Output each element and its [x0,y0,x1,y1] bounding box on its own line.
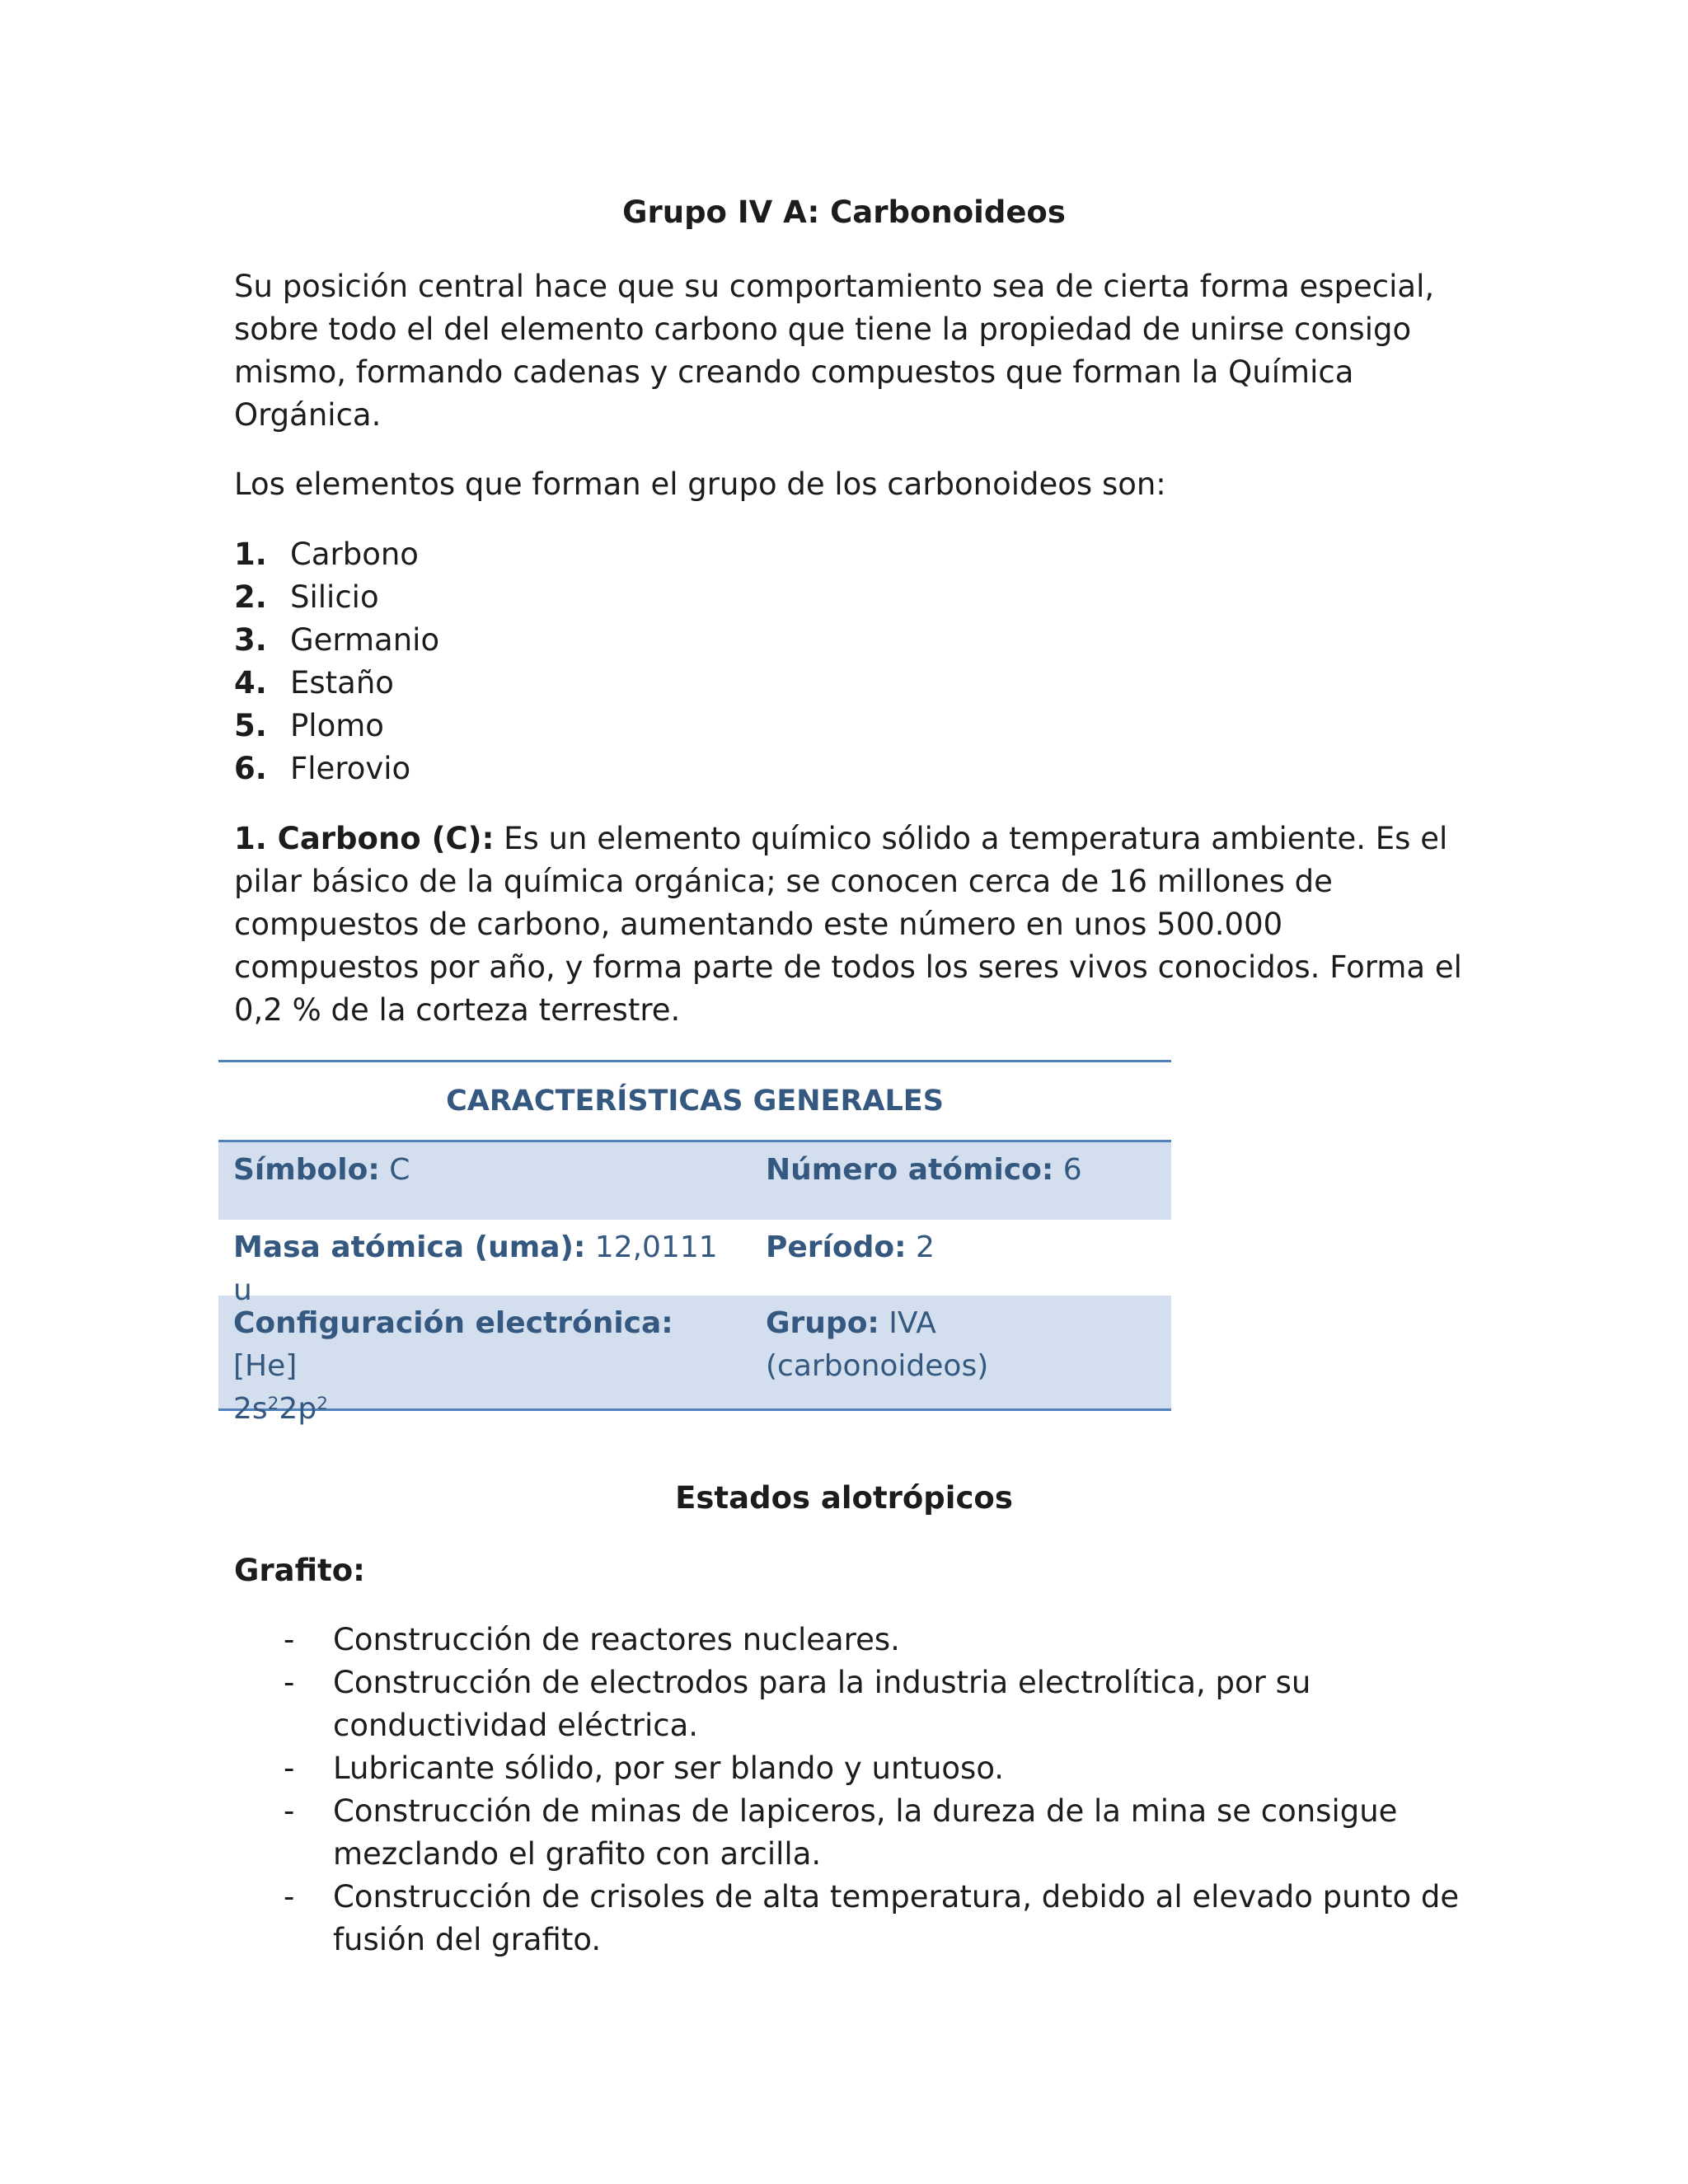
list-number: 5. [234,707,267,743]
list-text: Plomo [290,707,384,743]
bullet-dash: - [284,1879,295,1915]
table-row [218,1220,1171,1307]
list-intro: Los elementos que forman el grupo de los carbonoideos son: [234,466,1166,502]
bullet-dash: - [284,1622,295,1657]
list-item: - Construcción de reactores nucleares. [234,1619,1487,1661]
list-item: - Construcción de electrodos para la industria electrolítica, por su conductividad eléctrica. [234,1661,1487,1747]
bullet-dash: - [284,1665,295,1700]
list-text: Germanio [290,621,440,658]
list-item [234,704,1223,747]
carbono-paragraph [234,818,1470,1032]
page-title: Grupo IV A: Carbonoideos [622,194,1066,230]
grafito-heading: Grafito: [234,1553,365,1588]
list-item [234,747,1223,790]
bullet-dash: - [284,1750,295,1786]
table-cell: Grupo: IVA (carbonoideos) [766,1306,989,1383]
list-item: - Construcción de minas de lapiceros, la dureza de la mina se consigue mezclando el grafito con arcilla. [234,1790,1487,1876]
table-cell: Número atómico: 6 [766,1153,1082,1187]
table-row [218,1296,1171,1426]
table-row [218,1142,1171,1220]
allotropes-heading: Estados alotrópicos [675,1480,1013,1516]
list-text: Silicio [290,579,379,615]
list-number: 2. [234,579,267,615]
list-item: - Construcción de crisoles de alta temperatura, debido al elevado punto de fusión del grafito. [234,1876,1487,1961]
list-item [234,575,1223,618]
table-cell: Configuración electrónica: [He] $2s^22p^2$ [233,1306,673,1426]
list-number: 4. [234,664,267,701]
carbono-text: Es un elemento químico sólido a temperatura ambiente. Es el pilar básico de la química orgánica; se conocen cerca de 16 millones de compuestos de carbono, aumentando este número en unos 500.000 compuestos por año, y forma parte de todos los seres vivos conocidos. Forma el 0,2 % de la corteza terrestre. [234,821,1462,1028]
list-number: 3. [234,621,267,658]
table-cell: Símbolo: C [233,1153,410,1187]
list-text: Flerovio [290,750,411,786]
table-cell: Masa atómica (uma): 12,0111 u [233,1230,718,1307]
list-text: Carbono [290,536,419,572]
bullet-dash: - [284,1793,295,1829]
list-item [234,661,1223,704]
list-text: Estaño [290,664,394,701]
table-header: CARACTERÍSTICAS GENERALES [218,1060,1171,1142]
carbono-lead: 1. Carbono (C): [234,821,495,856]
intro-paragraph: Su posición central hace que su comportamiento sea de cierta forma especial, sobre todo el del elemento carbono que tiene la propiedad de unirse consigo mismo, formando cadenas y creando compuestos que forman la Química Orgánica. [234,269,1435,433]
list-item [234,618,1223,661]
table-cell: Período: 2 [766,1230,935,1264]
grafito-list [234,1619,1487,1961]
list-item: - Lubricante sólido, por ser blando y untuoso. [234,1747,1487,1790]
characteristics-table [218,1060,1171,1426]
list-item [234,532,1223,575]
list-number: 6. [234,750,267,786]
elements-list [234,532,1223,790]
list-number: 1. [234,536,267,572]
